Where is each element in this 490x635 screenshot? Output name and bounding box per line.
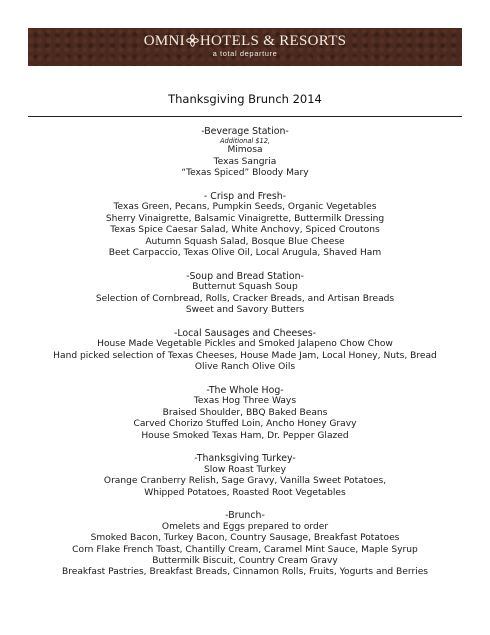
menu-item <box>0 225 490 236</box>
section-title: -Brunch- <box>225 510 265 522</box>
section-whole-hog <box>0 385 490 442</box>
menu-item <box>0 202 490 213</box>
price-note: Additional $12, <box>220 137 270 146</box>
menu-item: Buttermilk Biscuit, Country Cream Gravy <box>152 555 338 566</box>
section-crisp-fresh <box>0 191 490 259</box>
dish-desc: Sherry Vinaigrette, Balsamic Vinaigrette, Buttermilk Dressing <box>105 213 385 224</box>
menu-item: Mimosa <box>227 145 263 156</box>
menu-item: Omelets and Eggs prepared to order <box>161 521 329 532</box>
page-title: Thanksgiving Brunch 2014 <box>168 92 322 106</box>
menu-item <box>0 237 490 248</box>
menu-body <box>0 126 490 590</box>
omni-logo <box>28 33 462 58</box>
menu-item: Corn Flake French Toast, Chantilly Cream, Caramel Mint Sauce, Maple Syrup <box>72 544 418 555</box>
section-beverage <box>0 126 490 180</box>
dish-name: Autumn Squash Salad <box>145 236 246 247</box>
menu-item: Hand picked selection of Texas Cheeses, House Made Jam, Local Honey, Nuts, Bread <box>53 350 437 361</box>
logo-hotels-text: HOTELS & RESORTS <box>199 33 347 49</box>
menu-item: Slow Roast Turkey <box>203 464 287 475</box>
menu-item: Butternut Squash Soup <box>192 282 298 293</box>
logo-tagline: a total departure <box>212 49 278 58</box>
section-title: -The Whole Hog- <box>206 384 284 396</box>
section-soup-bread <box>0 271 490 317</box>
dish-desc: , White Anchovy, Spiced Croutons <box>225 225 380 236</box>
section-title: -Beverage Station- <box>201 126 289 137</box>
section-thanksgiving-turkey <box>0 453 490 499</box>
title-divider <box>28 116 462 117</box>
header-banner <box>28 28 462 66</box>
dish-desc: Beet Carpaccio, Texas Olive Oil, Local Arugula, Shaved Ham <box>108 248 382 259</box>
section-brunch <box>0 510 490 578</box>
menu-item: Whipped Potatoes, Roasted Root Vegetables <box>144 487 346 498</box>
menu-item: Sweet and Savory Butters <box>185 305 305 316</box>
menu-item: “Texas Spiced” Bloody Mary <box>181 168 309 179</box>
section-title: -Soup and Bread Station- <box>186 270 304 282</box>
menu-item <box>0 214 490 225</box>
dish-desc: , Pecans, Pumpkin Seeds, Organic Vegetables <box>169 202 377 213</box>
section-title: -Local Sausages and Cheeses- <box>173 327 317 339</box>
menu-item: Olive Ranch Olive Oils <box>194 362 296 373</box>
dish-desc: , Bosque Blue Cheese <box>245 236 345 247</box>
logo-omni-text: OMNI <box>143 33 185 49</box>
omni-flower-icon <box>186 34 199 47</box>
menu-item: House Smoked Texas Ham, Dr. Pepper Glazed <box>141 430 349 441</box>
section-title: -Thanksgiving Turkey- <box>194 453 296 465</box>
menu-item: Carved Chorizo Stuffed Loin, Ancho Honey Gravy <box>133 419 357 430</box>
menu-item: Texas Hog Three Ways <box>193 396 297 407</box>
section-title: - Crisp and Fresh- <box>203 191 287 203</box>
menu-item: Selection of Cornbread, Rolls, Cracker Breads, and Artisan Breads <box>95 293 395 304</box>
dish-name: Texas Green <box>113 202 170 213</box>
menu-item: Smoked Bacon, Turkey Bacon, Country Sausage, Breakfast Potatoes <box>90 533 400 544</box>
dish-name: Texas Spice Caesar Salad <box>110 225 226 236</box>
menu-item: Orange Cranberry Relish, Sage Gravy, Vanilla Sweet Potatoes, <box>103 476 387 487</box>
menu-item: Breakfast Pastries, Breakfast Breads, Cinnamon Rolls, Fruits, Yogurts and Berries <box>61 567 429 578</box>
menu-item: House Made Vegetable Pickles and Smoked Jalapeno Chow Chow <box>97 339 393 350</box>
menu-item <box>0 248 490 259</box>
menu-item: Texas Sangria <box>213 156 277 167</box>
section-sausages-cheeses <box>0 328 490 374</box>
menu-item: Braised Shoulder, BBQ Baked Beans <box>162 407 328 418</box>
